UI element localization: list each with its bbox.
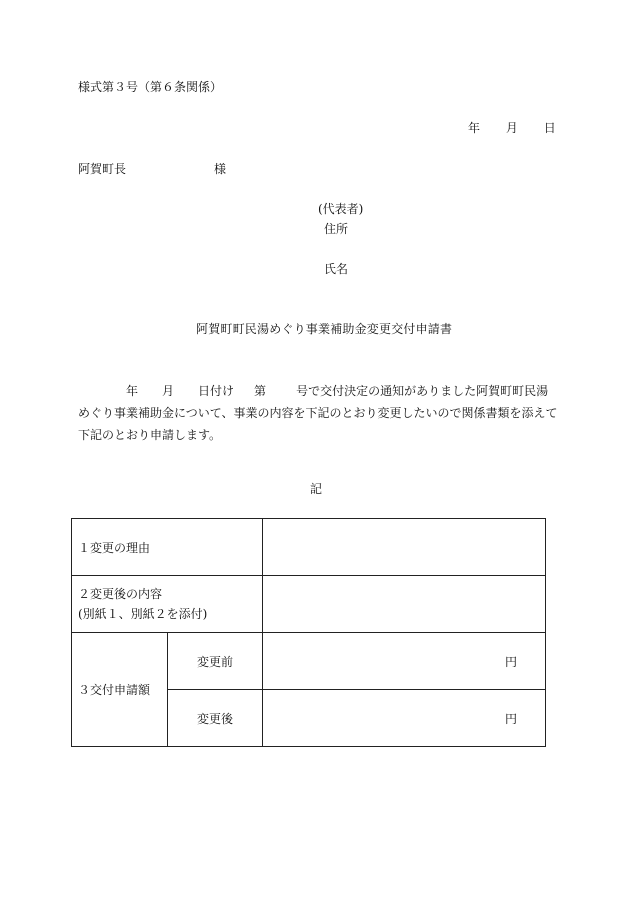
amount-label: ３交付申請額 — [78, 683, 151, 697]
application-table — [71, 518, 546, 747]
date-day: 日 — [543, 121, 556, 135]
amount-label-cell — [72, 633, 168, 747]
before-label-cell — [168, 633, 263, 690]
after-yen-unit: 円 — [505, 711, 518, 726]
date-year: 年 — [468, 121, 481, 135]
before-label: 変更前 — [197, 654, 234, 669]
content-label-line-2: (別紙１、別紙２を添付) — [78, 607, 208, 621]
body-month: 月 — [162, 384, 175, 398]
body-line-3: 下記のとおり申請します。 — [78, 428, 222, 442]
addressee-name: 阿賀町長 — [78, 162, 127, 176]
before-yen-unit: 円 — [505, 654, 518, 669]
content-value-cell — [263, 576, 546, 633]
after-label: 変更後 — [197, 711, 234, 726]
form-number: 様式第３号（第６条関係） — [78, 80, 223, 94]
reason-value-cell — [263, 519, 546, 576]
representative-label: (代表者) — [318, 202, 364, 216]
reason-label-cell — [72, 519, 263, 576]
date-line — [468, 122, 556, 134]
content-label-line-1: ２変更後の内容 — [78, 587, 163, 601]
reason-label: １変更の理由 — [78, 540, 151, 555]
after-label-cell — [168, 690, 263, 747]
table-row-content — [72, 576, 546, 633]
content-label-cell — [72, 576, 263, 633]
after-amount-cell — [263, 690, 546, 747]
body-line-2: めぐり事業補助金について、事業の内容を下記のとおり変更したいので関係書類を添えて — [78, 406, 558, 420]
ki-heading: 記 — [310, 482, 323, 496]
table-row-before — [72, 633, 546, 690]
body-paragraph — [78, 380, 556, 446]
body-line-1 — [78, 380, 556, 402]
address-label: 住所 — [324, 222, 349, 236]
document-title: 阿賀町町民湯めぐり事業補助金変更交付申請書 — [196, 322, 453, 336]
addressee — [78, 163, 226, 175]
body-no: 第 — [254, 384, 267, 398]
table-row-reason — [72, 519, 546, 576]
body-line-1-rest: 号で交付決定の通知がありました阿賀町町民湯 — [296, 384, 549, 398]
body-dated: 日付け — [198, 384, 235, 398]
name-label: 氏名 — [324, 262, 349, 276]
body-year: 年 — [126, 384, 139, 398]
before-amount-cell — [263, 633, 546, 690]
date-month: 月 — [505, 121, 518, 135]
addressee-honorific: 様 — [214, 162, 227, 176]
